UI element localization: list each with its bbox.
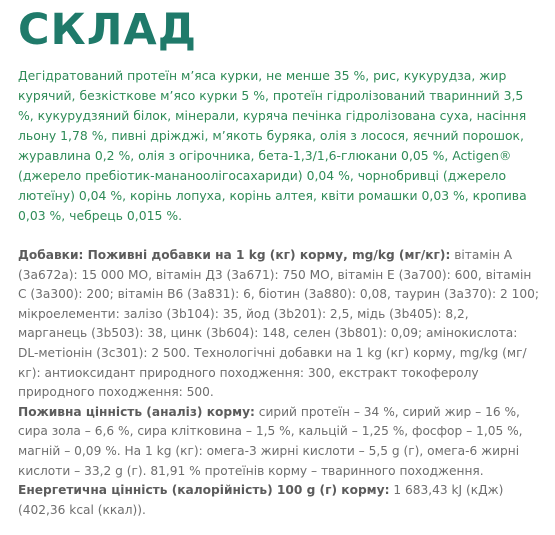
additives-text: вітамін A (3a672a): 15 000 МО, вітамін Д3 (3a671): 750 МО, вітамін E (3a700): 600, вітамін C (3a300): 200; вітамін B6 (3a831): 6, біотин (3a880): 0,08, таурин (3a370): 2 100; мікроелементи: залізо (3b104): 35, йод (3b201): 2,5, мідь (3b405): 8,2, марганець (3b503): 38, цинк (3b604): 148, селен (3b801): 0,09; амінокислота: DL-метіонін (3c301): 2 500. Технологічні добавки на 1 kg (кг) корму, mg/kg (мг/кг): антиоксидант природного походження: 300, екстракт токоферолу природного походження: 500. bbox=[18, 248, 539, 400]
energy-text: 1 683,43 kJ (кДж) (402,36 kcal (ккал)). bbox=[18, 483, 504, 517]
nutrition-label: Поживна цінність (аналіз) корму: bbox=[18, 404, 255, 419]
details-section bbox=[18, 246, 539, 520]
energy-paragraph bbox=[18, 481, 539, 520]
additives-label: Добавки: Поживні добавки на 1 kg (кг) корму, mg/kg (мг/кг): bbox=[18, 248, 451, 262]
nutrition-text: сирий протеїн – 34 %, сирий жир – 16 %, сира зола – 6,6 %, сира клітковина – 1,5 %, кальцій – 1,25 %, фосфор – 1,05 %, магній – 0,09 %. На 1 kg (кг): омега-3 жирні кислоти – 5,5 g (г), омега-6 жирні кислоти – 33,2 g (г). 81,91 % протеїнів корму – тваринного походження. bbox=[18, 404, 523, 478]
composition-text: Дегідратований протеїн м’яса курки, не менше 35 %, рис, кукурудза, жир курячий, безкісткове м’ясо курки 5 %, протеїн гідролізований тваринний 3,5 %, кукурудзяний білок, мінерали, куряча печінка гідролізована суха, насіння льону 1,78 %, пивні дріжджі, м’якоть буряка, олія з лосося, яєчний порошок, журавлина 0,2 %, олія з огірочника, бета-1,3/1,6-глюкани 0,05 %, Actigen® (джерело пребіотик-мананоолігосахариди) 0,04 %, чорнобривці (джерело лютеїну) 0,04 %, корінь лопуха, корінь алтея, квіти ромашки 0,03 %, кропива 0,03 %, чебрець 0,015 %. bbox=[18, 68, 527, 223]
energy-label: Енергетична цінність (калорійність) 100 g (г) корму: bbox=[18, 483, 390, 498]
page-title: СКЛАД bbox=[18, 5, 197, 55]
nutrition-paragraph bbox=[18, 403, 539, 481]
additives-paragraph bbox=[18, 246, 539, 403]
